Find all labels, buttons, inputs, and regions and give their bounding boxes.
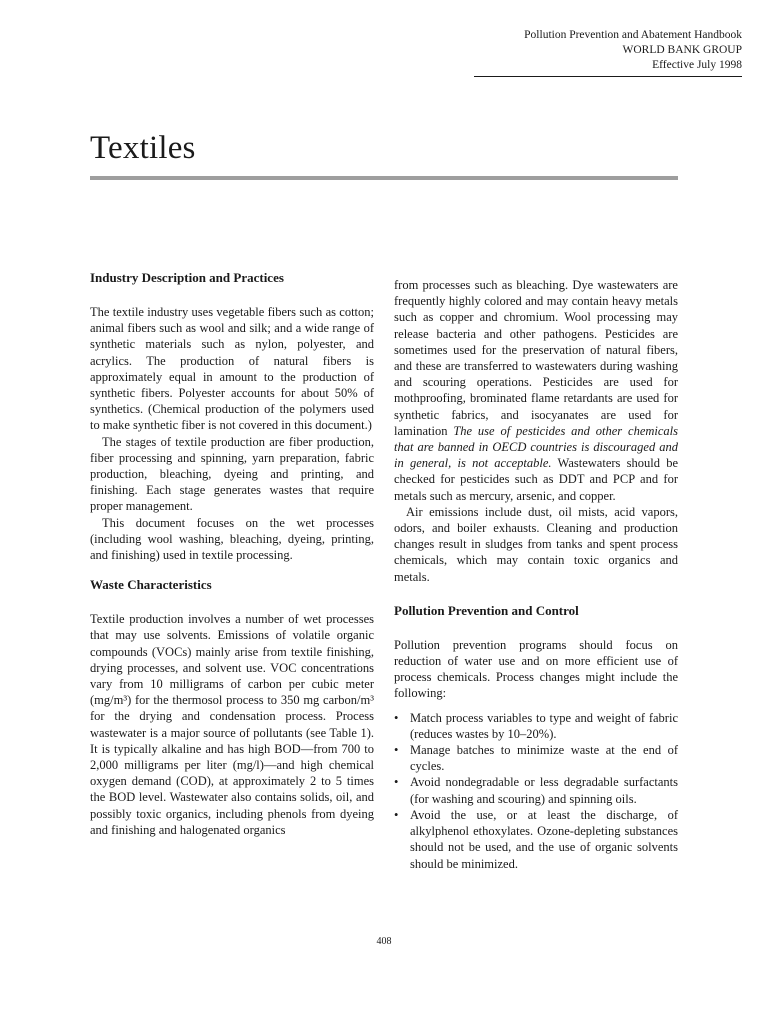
paragraph: The textile industry uses vegetable fibers such as cotton; animal fibers such as wool and silk; and a wide range of synthetic materials such as nylon, polyester, and acrylics. The production of natural fibers is approximately equal in amount to the production of synthetic fibers. Polyester accounts for about 50% of synthetics. (Chemical production of the polymers used to make synthetic fiber is not covered in this document.)	[90, 305, 374, 433]
title-divider	[90, 176, 678, 180]
list-item	[394, 710, 678, 742]
header-divider	[474, 76, 742, 77]
list-item	[394, 807, 678, 872]
list-item-text: Match process variables to type and weight of fabric (reduces wastes by 10–20%).	[410, 710, 678, 741]
bullet-list	[394, 710, 678, 872]
section-heading-waste: Waste Characteristics	[90, 577, 212, 593]
paragraph: The stages of textile production are fiber production, fiber processing and spinning, yarn preparation, fabric production, bleaching, dyeing and printing, and finishing. Each stage generates wastes that require proper management.	[90, 434, 374, 514]
effective-date: Effective July 1998	[652, 59, 742, 71]
text-run: from processes such as bleaching. Dye wastewaters are frequently highly colored and may contain heavy metals such as copper and chromium. Wool processing may release bacteria and other pathogens. Pesticides are sometimes used for the preservation of natural fibers, and these are transferred to wastewaters during washing and scouring operations. Pesticides are used for mothproofing, brominated flame retardants are used for synthetic fabrics, and isocyanates are used for lamination	[394, 278, 678, 438]
handbook-title: Pollution Prevention and Abatement Handbook	[524, 29, 742, 41]
list-item-text: Avoid the use, or at least the discharge, of alkylphenol ethoxylates. Ozone-depleting substances should not be used, and the use of organic solvents should be minimized.	[410, 807, 678, 871]
section-spacer	[90, 563, 374, 577]
organization-name: WORLD BANK GROUP	[622, 44, 742, 56]
list-item	[394, 774, 678, 806]
bullet-icon: •	[394, 807, 399, 822]
page-number: 408	[376, 936, 392, 947]
right-column	[394, 277, 678, 872]
text-run: Wastewaters should be checked for pesticides such as DDT and PCP and for metals such as mercury, arsenic, and copper.	[394, 456, 679, 503]
list-item	[394, 742, 678, 774]
bullet-icon: •	[394, 710, 399, 725]
page-title: Textiles	[90, 130, 196, 166]
paragraph: Textile production involves a number of wet processes that may use solvents. Emissions of volatile organic compounds (VOCs) mainly arise from textile finishing, drying processes, and solvent use. VOC concentrations vary from 10 milligrams of carbon per cubic meter (mg/m³) for the thermosol process to 350 mg carbon/m³ for the drying and condensation process. Process wastewater is a major source of pollutants (see Table 1). It is typically alkaline and has high BOD—from 700 to 2,000 milligrams per liter (mg/l)—and high chemical oxygen demand (COD), at approximately 2 to 5 times the BOD level. Wastewater also contains solids, oil, and possibly toxic organics, including phenols from dyeing and finishing and halogenated organics	[90, 612, 374, 837]
left-column	[90, 270, 374, 838]
italic-text: The use of pesticides and other chemicals that are banned in OECD countries is discouraged and in general, is not acceptable.	[394, 423, 679, 471]
section-heading-industry: Industry Description and Practices	[90, 270, 284, 285]
list-item-text: Avoid nondegradable or less degradable surfactants (for washing and scouring) and spinning oils.	[410, 775, 678, 806]
paragraph: Air emissions include dust, oil mists, acid vapors, odors, and boiler exhausts. Cleaning and production changes result in sludges from tanks and spent process chemicals, which may contain toxic organics and metals.	[394, 504, 678, 584]
bullet-icon: •	[394, 775, 399, 790]
page-header	[524, 28, 742, 73]
bullet-icon: •	[394, 743, 399, 758]
paragraph	[394, 277, 678, 504]
section-heading-pollution: Pollution Prevention and Control	[394, 602, 579, 618]
paragraph: Pollution prevention programs should focus on reduction of water use and on more efficient use of process chemicals. Process changes might include the following:	[394, 637, 678, 701]
list-item-text: Manage batches to minimize waste at the end of cycles.	[410, 743, 678, 774]
paragraph: This document focuses on the wet processes (including wool washing, bleaching, dyeing, printing, and finishing) used in textile processing.	[90, 515, 374, 563]
